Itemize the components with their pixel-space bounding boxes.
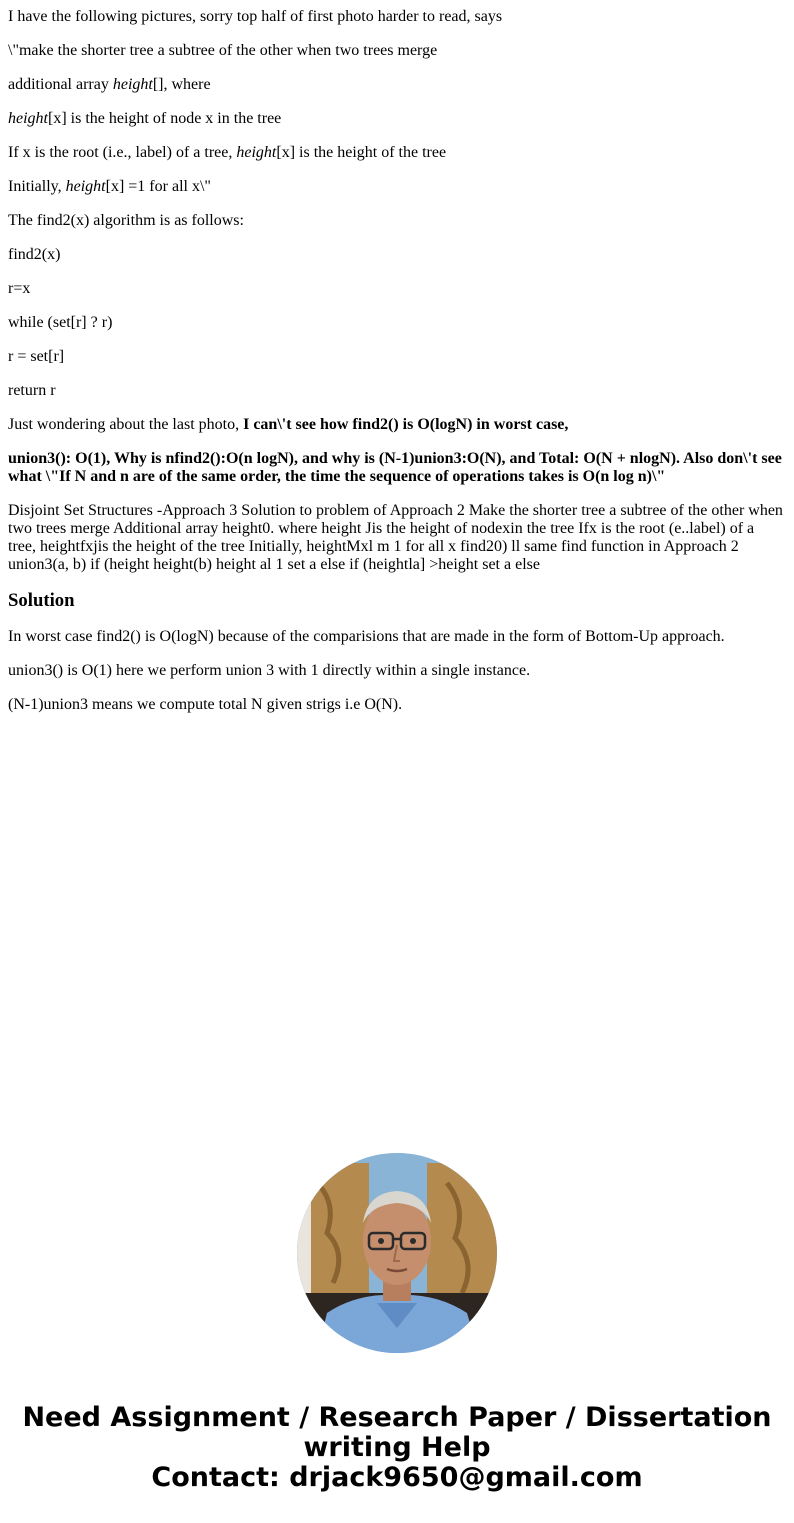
def-suffix: [x] is the height of node x in the tree (48, 110, 282, 127)
avatar-eye-right (410, 1238, 416, 1244)
avatar-carved-panel-left (311, 1163, 369, 1313)
complexity-question: union3(): O(1), Why is nfind2():O(n logN), and why is (N-1)union3:O(N), and Total: O(N + nlogN). Also don\'t see what \"If N and n are of the same order, the time the sequence of operations takes is O(n log n)\" (8, 450, 782, 485)
wonder-bold: I can\'t see how find2() is O(logN) in worst case, (243, 416, 569, 433)
solution-line: In worst case find2() is O(logN) because of the comparisions that are made in the form of Bottom-Up approach. (8, 628, 725, 645)
init-suffix: [x] =1 for all x\" (105, 178, 211, 195)
article-content (8, 0, 786, 730)
algorithm-intro: The find2(x) algorithm is as follows: (8, 212, 244, 229)
code-line: r=x (8, 280, 31, 297)
avatar-wall (297, 1173, 311, 1313)
wonder-prefix: Just wondering about the last photo, (8, 416, 244, 433)
array-suffix: [], where (152, 76, 211, 93)
solution-line: union3() is O(1) here we perform union 3 with 1 directly within a single instance. (8, 662, 531, 679)
init-word: height (65, 178, 106, 195)
code-line: while (set[r] ? r) (8, 314, 113, 331)
solution-heading: Solution (8, 590, 75, 611)
promo-line: Need Assignment / Research Paper / Dissertation (22, 1402, 772, 1433)
quote-line: \"make the shorter tree a subtree of the other when two trees merge (8, 42, 438, 59)
ocr-paragraph: Disjoint Set Structures -Approach 3 Solution to problem of Approach 2 Make the shorter tree a subtree of the other when two trees merge Additional array height0. where height Jis the height of nodexin the tree Ifx is the root (e..label) of a tree, heightfxjis the height of the tree Initially, heightMxl m 1 for all x find20) ll same find function in Approach 2 union3(a, b) if (height height(b) height al 1 set a else if (heightla] >height set a else (8, 502, 783, 573)
code-line: r = set[r] (8, 348, 65, 365)
avatar (297, 1153, 497, 1353)
solution-line: (N-1)union3 means we compute total N given strigs i.e O(N). (8, 696, 403, 713)
array-prefix: additional array (8, 76, 113, 93)
promo-contact: Contact: drjack9650@gmail.com (151, 1462, 643, 1493)
height-definition (8, 110, 786, 128)
root-prefix: If x is the root (i.e., label) of a tree, (8, 144, 237, 161)
code-line: find2(x) (8, 246, 61, 263)
array-definition (8, 76, 786, 94)
promo-banner (0, 1403, 794, 1493)
root-definition (8, 144, 786, 162)
root-suffix: [x] is the height of the tree (276, 144, 447, 161)
avatar-eye-left (378, 1238, 384, 1244)
avatar-portrait (297, 1153, 497, 1353)
code-line: return r (8, 382, 56, 399)
wondering-paragraph (8, 416, 786, 434)
question-intro: I have the following pictures, sorry top half of first photo harder to read, says (8, 8, 503, 25)
root-word: height (236, 144, 277, 161)
init-definition (8, 178, 786, 196)
def-word: height (8, 110, 48, 127)
promo-line: writing Help (303, 1432, 491, 1463)
init-prefix: Initially, (8, 178, 66, 195)
array-word: height (112, 76, 153, 93)
